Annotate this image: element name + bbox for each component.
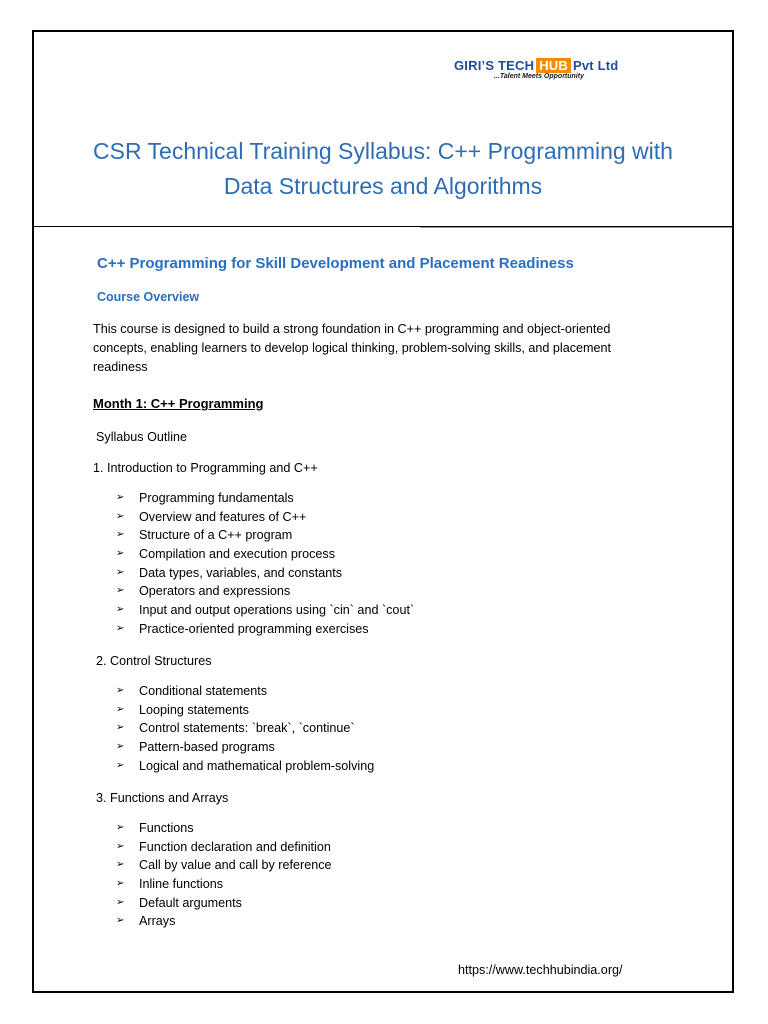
section-1-list — [116, 489, 414, 639]
footer-url[interactable]: https://www.techhubindia.org/ — [458, 963, 623, 977]
logo-wordmark — [454, 58, 644, 73]
list-item: ➢ Compilation and execution process — [116, 545, 414, 564]
list-item: ➢ Structure of a C++ program — [116, 526, 414, 545]
course-heading: C++ Programming for Skill Development and Placement Readiness — [97, 255, 574, 272]
arrow-bullet-icon: ➢ — [116, 759, 125, 771]
arrow-bullet-icon: ➢ — [116, 566, 125, 578]
logo-name-part1: GIRI’S TECH — [454, 58, 535, 73]
title-line-1: CSR Technical Training Syllabus: C++ Programming with — [93, 138, 673, 164]
arrow-bullet-icon: ➢ — [116, 840, 125, 852]
arrow-bullet-icon: ➢ — [116, 604, 125, 616]
document-title — [34, 134, 732, 204]
list-item: ➢ Default arguments — [116, 894, 332, 913]
overview-paragraph: This course is designed to build a strong foundation in C++ programming and object-oriented concepts, enabling learners to develop logical thinking, problem-solving skills, and placement readiness — [93, 322, 612, 374]
arrow-bullet-icon: ➢ — [116, 585, 125, 597]
arrow-bullet-icon: ➢ — [116, 548, 125, 560]
arrow-bullet-icon: ➢ — [116, 878, 125, 890]
arrow-bullet-icon: ➢ — [116, 896, 125, 908]
list-item: ➢ Programming fundamentals — [116, 489, 414, 508]
list-item: ➢ Data types, variables, and constants — [116, 564, 414, 583]
arrow-bullet-icon: ➢ — [116, 741, 125, 753]
list-item: ➢ Logical and mathematical problem-solving — [116, 757, 374, 776]
syllabus-outline-label: Syllabus Outline — [96, 430, 188, 444]
list-item: ➢ Practice-oriented programming exercises — [116, 620, 414, 639]
arrow-bullet-icon: ➢ — [116, 492, 125, 503]
list-item: ➢ Overview and features of C++ — [116, 508, 414, 527]
section-3-list — [116, 819, 332, 931]
section-title: 2. Control Structures — [96, 654, 212, 668]
list-item: ➢ Looping statements — [116, 701, 374, 720]
logo-hub-badge: HUB — [536, 58, 571, 73]
arrow-bullet-icon: ➢ — [116, 685, 125, 696]
arrow-bullet-icon: ➢ — [116, 915, 125, 927]
arrow-bullet-icon: ➢ — [116, 510, 125, 522]
section-2-list — [116, 682, 374, 775]
list-item: ➢ Arrays — [116, 912, 332, 931]
list-item: ➢ Operators and expressions — [116, 582, 414, 601]
arrow-bullet-icon: ➢ — [116, 722, 125, 734]
arrow-bullet-icon: ➢ — [116, 703, 125, 715]
list-item: ➢ Functions — [116, 819, 332, 838]
list-item: ➢ Control statements: `break`, `continue` — [116, 719, 374, 738]
list-item: ➢ Call by value and call by reference — [116, 856, 332, 875]
list-item: ➢ Input and output operations using `cin` and `cout` — [116, 601, 414, 620]
section-title: 1. Introduction to Programming and C++ — [93, 461, 318, 475]
logo-tagline: ...Talent Meets Opportunity — [494, 73, 584, 80]
logo-name-part2: Pvt Ltd — [572, 58, 619, 73]
arrow-bullet-icon: ➢ — [116, 822, 125, 833]
arrow-bullet-icon: ➢ — [116, 622, 125, 634]
list-item: ➢ Function declaration and definition — [116, 838, 332, 857]
section-title: 3. Functions and Arrays — [96, 791, 229, 805]
company-logo — [454, 58, 644, 88]
month-heading: Month 1: C++ Programming — [93, 396, 264, 411]
title-line-2: Data Structures and Algorithms — [223, 173, 543, 199]
list-item: ➢ Conditional statements — [116, 682, 374, 701]
header-divider-shadow — [420, 227, 732, 228]
arrow-bullet-icon: ➢ — [116, 859, 125, 871]
overview-heading: Course Overview — [97, 290, 200, 304]
list-item: ➢ Pattern-based programs — [116, 738, 374, 757]
list-item: ➢ Inline functions — [116, 875, 332, 894]
arrow-bullet-icon: ➢ — [116, 529, 125, 541]
